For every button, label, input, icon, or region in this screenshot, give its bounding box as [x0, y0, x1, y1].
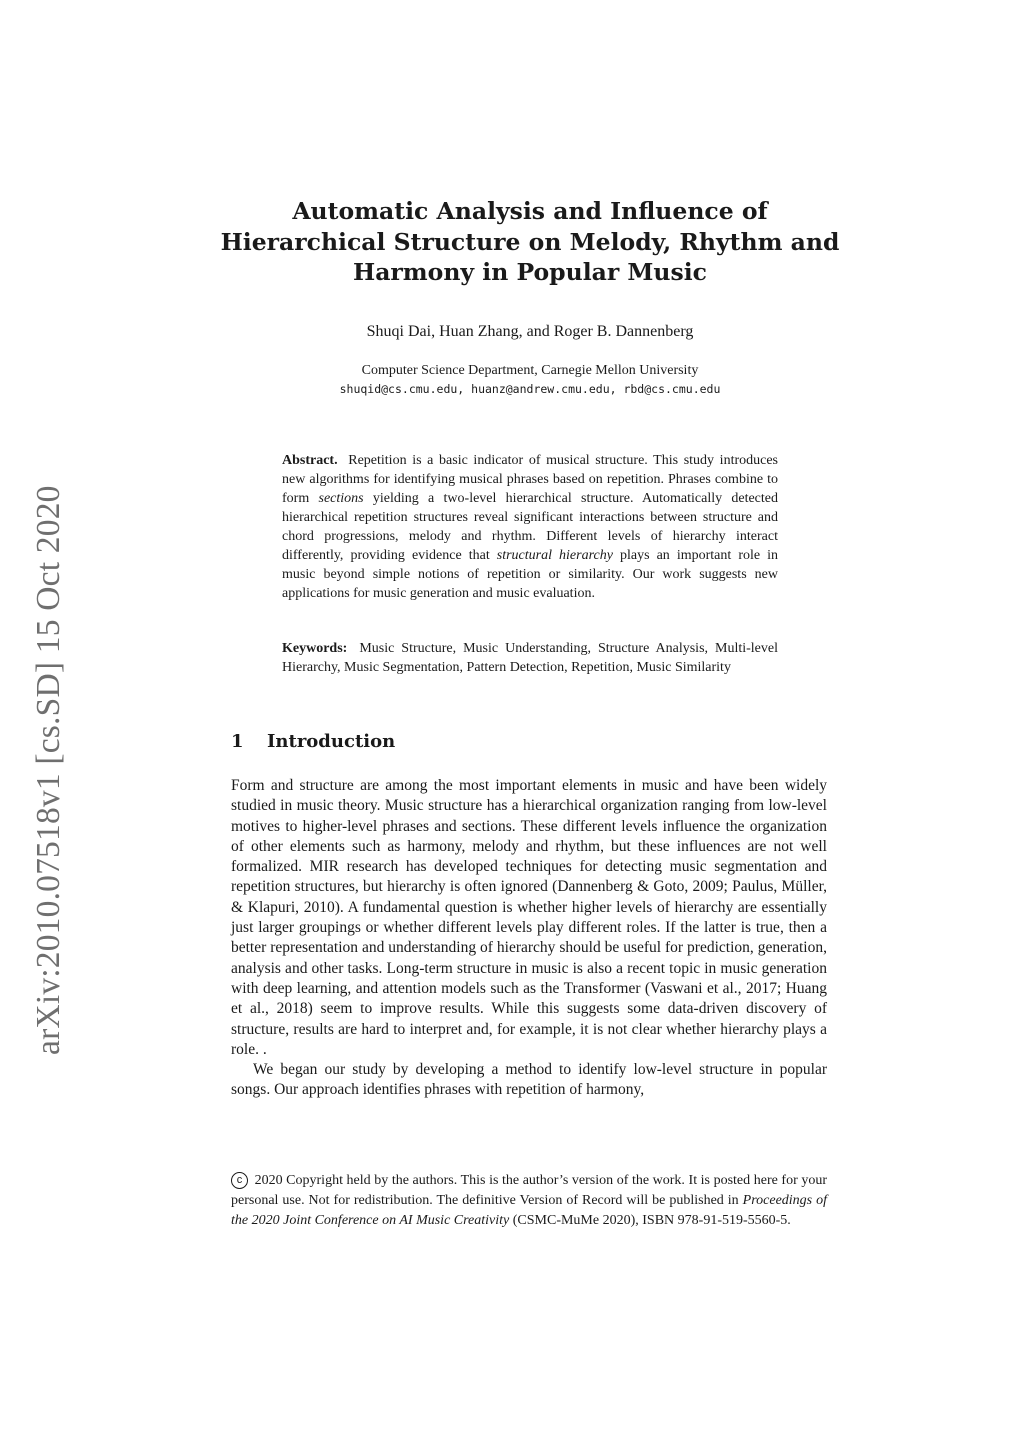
section-heading — [231, 731, 395, 752]
title-line-3: Harmony in Popular Music — [353, 258, 707, 286]
arxiv-identifier: arXiv:2010.07518v1 [cs.SD] 15 Oct 2020 — [30, 485, 67, 1055]
section-number: 1 — [231, 731, 244, 752]
abstract-text-3: plays an important role in music beyond simple notions of repetition or similarity. Our work suggests new applications for music generation and music evaluation. — [282, 548, 779, 601]
copyright-icon: c — [231, 1172, 248, 1189]
paragraph-1: Form and structure are among the most important elements in music and have been widely studied in music theory. Music structure has a hierarchical organization ranging from low-level motives to higher-level phrases and sections. These different levels influence the organization of other elements such as harmony, melody and rhythm, but these influences are not well formalized. MIR research has developed techniques for detecting music segmentation and repetition structures, but hierarchy is often ignored (Dannenberg & Goto, 2009; Paulus, Müller, & Klapuri, 2010). A fundamental question is whether higher levels of hierarchy are essentially just larger groupings or whether different levels play different roles. If the latter is true, then a better representation and understanding of hierarchy should be useful for prediction, generation, analysis and other tasks. Long-term structure in music is also a recent topic in music generation with deep learning, and attention models such as the Transformer (Vaswani et al., 2017; Huang et al., 2018) seem to improve results. While this suggests some data-driven discovery of structure, results are hard to interpret and, for example, it is not clear whether hierarchy plays a role. . — [231, 777, 827, 1058]
keywords-label: Keywords: — [282, 641, 348, 656]
abstract-emphasis-hierarchy: structural hierarchy — [496, 548, 613, 563]
introduction-body — [231, 776, 827, 1101]
abstract — [282, 451, 778, 603]
copyright-footnote — [231, 1171, 827, 1231]
footnote-text-1: 2020 Copyright held by the authors. This is the author’s version of the work. It is posted here for your personal use. Not for redistribution. The definitive Version of Record will be published in — [231, 1173, 828, 1208]
author-list: Shuqi Dai, Huan Zhang, and Roger B. Dannenberg — [366, 323, 694, 340]
paragraph-2: We began our study by developing a method to identify low-level structure in popular songs. Our approach identifies phrases with repetition of harmony, — [231, 1061, 827, 1099]
abstract-text-2: yielding a two-level hierarchical structure. Automatically detected hierarchical repetition structures reveal significant interactions between structure and chord progressions, melody and rhythm. Different levels of hierarchy interact differently, providing evidence that — [282, 491, 779, 563]
section-title: Introduction — [267, 731, 396, 752]
abstract-emphasis-sections: sections — [318, 491, 364, 506]
affiliation-block — [200, 361, 860, 399]
affiliation: Computer Science Department, Carnegie Mellon University — [361, 363, 699, 378]
keywords-text: Music Structure, Music Understanding, Structure Analysis, Multi-level Hierarchy, Music Segmentation, Pattern Detection, Repetition, Music Similarity — [282, 641, 778, 675]
title-line-2: Hierarchical Structure on Melody, Rhythm and — [220, 227, 840, 256]
abstract-label: Abstract. — [282, 453, 338, 468]
keywords — [282, 639, 778, 677]
title-line-1: Automatic Analysis and Influence of — [292, 197, 768, 225]
footnote-venue: Proceedings of the 2020 Joint Conference on AI Music Creativity — [231, 1193, 828, 1228]
footnote-text-2: (CSMC-MuMe 2020), ISBN 978-91-519-5560-5. — [512, 1213, 791, 1228]
author-emails: shuqid@cs.cmu.edu, huanz@andrew.cmu.edu, rbd@cs.cmu.edu — [339, 382, 721, 396]
abstract-text-1: Repetition is a basic indicator of musical structure. This study introduces new algorithms for identifying musical phrases based on repetition. Phrases combine to form — [282, 453, 778, 506]
paper-title — [200, 196, 860, 288]
